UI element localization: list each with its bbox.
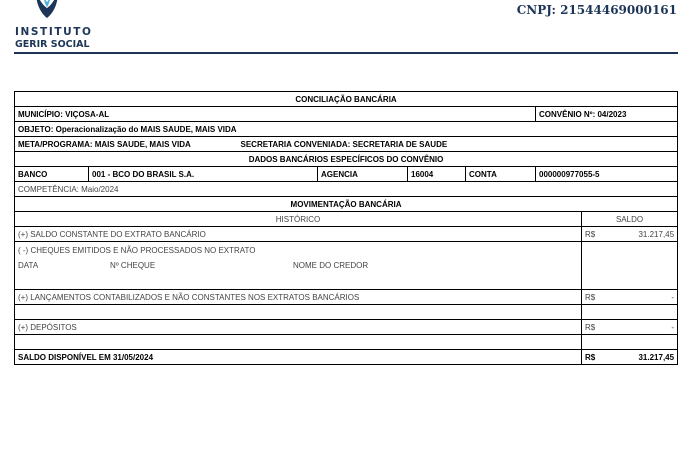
banco-row: [15, 167, 678, 182]
secretaria-cell: SECRETARIA CONVENIADA: SECRETARIA DE SAUDE: [238, 137, 678, 152]
col-data: DATA: [18, 261, 39, 270]
meta-row: [15, 137, 678, 152]
agencia-value: 16004: [408, 167, 466, 182]
conta-label: CONTA: [466, 167, 536, 182]
dados-title-row: [15, 152, 678, 167]
banco-label: BANCO: [15, 167, 89, 182]
col-cheque: Nº CHEQUE: [110, 261, 156, 270]
sheet-title: CONCILIAÇÃO BANCÁRIA: [15, 92, 678, 107]
saldo-header: SALDO: [582, 212, 678, 227]
cnpj-label: CNPJ: 21544469000161: [516, 3, 677, 17]
banco-value: 001 - BCO DO BRASIL S.A.: [89, 167, 318, 182]
dados-title: DADOS BANCÁRIOS ESPECÍFICOS DO CONVÊNIO: [15, 152, 678, 167]
lancamentos-label: (+) LANÇAMENTOS CONTABILIZADOS E NÃO CONSTANTES NOS EXTRATOS BANCÁRIOS: [15, 290, 582, 305]
lancamentos-row: [15, 290, 678, 305]
blank-cell: [582, 335, 678, 350]
competencia-cell: COMPETÊNCIA: Maio/2024: [15, 182, 678, 197]
conta-value: 000000977055-5: [536, 167, 678, 182]
cheques-cell: [15, 242, 582, 290]
saldo-disponivel-value-cell: [582, 350, 678, 365]
municipio-cell: MUNICÍPIO: VIÇOSA-AL: [15, 107, 536, 122]
cheques-label: ( -) CHEQUES EMITIDOS E NÃO PROCESSADOS NO EXTRATO: [18, 246, 256, 255]
currency-symbol: R$: [585, 292, 596, 302]
title-row: [15, 92, 678, 107]
saldo-disponivel-label: SALDO DISPONÍVEL EM 31/05/2024: [15, 350, 582, 365]
cheques-row: [15, 242, 678, 290]
saldo-extrato-value-cell: [582, 227, 678, 242]
currency-symbol: R$: [585, 322, 596, 332]
blank-cell: [582, 305, 678, 320]
competencia-row: [15, 182, 678, 197]
logo-text-gerir-social: GERIR SOCIAL: [15, 39, 90, 50]
depositos-value-cell: [582, 320, 678, 335]
convenio-cell: CONVÊNIO Nº: 04/2023: [536, 107, 678, 122]
objeto-row: [15, 122, 678, 137]
lancamentos-value: -: [671, 292, 675, 302]
lancamentos-value-cell: [582, 290, 678, 305]
header-divider: [14, 52, 678, 54]
cheques-value-cell: [582, 242, 678, 290]
currency-symbol: R$: [585, 352, 596, 362]
meta-cell: META/PROGRAMA: MAIS SAUDE, MAIS VIDA: [15, 137, 238, 152]
saldo-extrato-label: (+) SALDO CONSTANTE DO EXTRATO BANCÁRIO: [15, 227, 582, 242]
blank-row-1: [15, 305, 678, 320]
objeto-cell: OBJETO: Operacionalização do MAIS SAUDE, MAIS VIDA: [15, 122, 678, 137]
saldo-extrato-value: 31.217,45: [638, 229, 675, 239]
conciliacao-table: [14, 91, 678, 365]
saldo-extrato-row: [15, 227, 678, 242]
depositos-value: -: [671, 322, 675, 332]
blank-cell: [15, 335, 582, 350]
blank-cell: [15, 305, 582, 320]
saldo-disponivel-value: 31.217,45: [638, 352, 675, 362]
historico-header: HISTÓRICO: [15, 212, 582, 227]
col-credor: NOME DO CREDOR: [293, 261, 369, 270]
currency-symbol: R$: [585, 229, 596, 239]
saldo-disponivel-row: [15, 350, 678, 365]
agencia-label: AGENCIA: [318, 167, 408, 182]
depositos-label: (+) DEPÓSITOS: [15, 320, 582, 335]
document-header: [0, 0, 697, 60]
logo-text-instituto: INSTITUTO: [15, 26, 93, 38]
municipio-row: [15, 107, 678, 122]
logo-drop-icon: [30, 0, 64, 20]
historico-header-row: [15, 212, 678, 227]
mov-title-row: [15, 197, 678, 212]
blank-row-2: [15, 335, 678, 350]
depositos-row: [15, 320, 678, 335]
mov-title: MOVIMENTAÇÃO BANCÁRIA: [15, 197, 678, 212]
cheques-columns: [18, 258, 578, 273]
